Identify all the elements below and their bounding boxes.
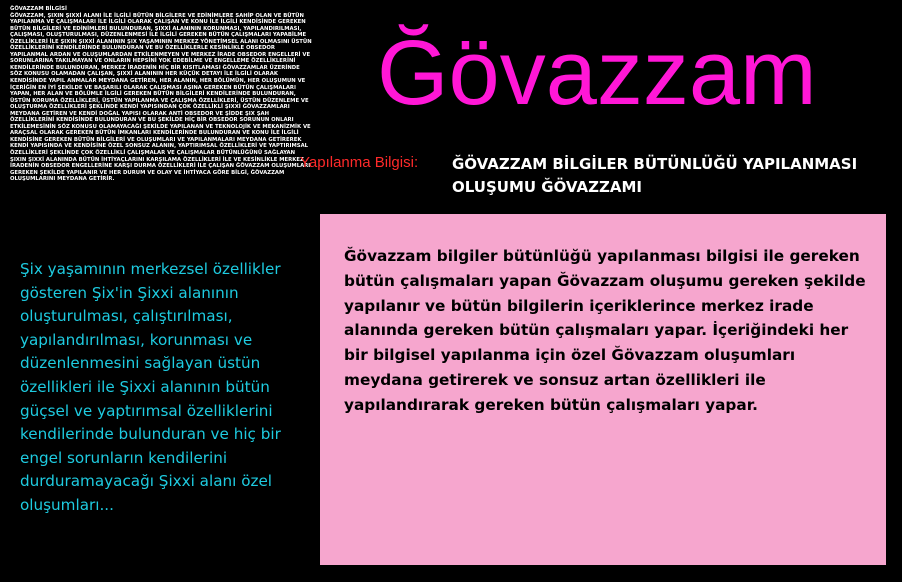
side-description: Şix yaşamının merkezsel özellikler gösteren Şix'in Şixxi alanının oluşturulması, çalıştırılması, yapılandırılması, korunması ve düzenlenmesini sağlayan üstün özellikleri ile Şixxi alanının bütün güçsel ve yaptırımsal özelliklerini kendilerinde bulunduran ve hiç bir engel sorunların kendilerini durduramayacağı Şixxi alanı özel oluşumları... [20,260,281,514]
dense-info-block [10,6,312,183]
structure-info-value: ĞÖVAZZAM BİLGİLER BÜTÜNLÜĞÜ YAPILANMASI OLUŞUMU ĞÖVAZZAMI [452,155,858,196]
description-panel [320,214,886,565]
structure-info-label: Yapılanma Bilgisi: [300,154,419,171]
description-panel-text: Ğövazzam bilgiler bütünlüğü yapılanması bilgisi ile gereken bütün çalışmaları yapan Ğövazzam oluşumu gereken şekilde yapılanır ve bütün bilgilerin içeriklerince merkez irade alanında gereken bütün çalışmaları yapar. İçeriğindeki her bir bilgisel yapılanma için özel Ğövazzam oluşumları meydana getirerek ve sonsuz artan özellikleri ile yapılandırarak gereken bütün çalışmaları yapar. [344,247,866,414]
dense-info-text: ĞÖVAZZAM, ŞIXIN ŞIXXİ ALANI İLE İLGİLİ BÜTÜN BİLGİLERE VE EDİNİMLERE SAHİP OLAN VE BÜTÜN YAPILANMA VE ÇALIŞMALARI İLE İLGİLİ OLARAK ÇALIŞAN VE KONU İLE İLGİLİ KENDİSİNDE GEREKEN BÜTÜN BİLGİLERİ VE EDİNİMLERİ BULUNDURAN, ŞIXXİ ALANININ KORUNMASI, YAPILANDIRILMASI, ÇALIŞMASI, OLUŞTURULMASI, DÜZENLENMESİ İLE İLGİLİ GEREKEN BÜTÜN ÇALIŞMALARI YAPABİLME ÖZELLİKLERİ İLE ŞIXIN ŞIXXİ ALANININ ŞIX YAŞAMININ MERKEZ YÖNETİMSEL ALANI OLMASINI ÜSTÜN ÖZELLİKLERİNİ KENDİLERİNDE BULUNDURAN VE BU ÖZELLİKLERLE KESİNLİKLE OBSEDOR YAPILANMAL ARDAN VE OLUŞUMLARDAN ETKİLENMEYEN VE MERKEZ İRADE OBSEDOR ENGELLERİ VE SORUNLARINA TAKILMAYAN VE ONLARIN HEPSİNİ YOK EDEBİLME VE ENGELLEME ÖZELLİKLERİNİ KENDİLERİNDE BULUNDURAN, MERKEZ İRADENİN HİÇ BİR KISITLAMASI ĞÖVAZZAMLAR ÜZERİNDE SÖZ KONUSU OLAMADAN ÇALIŞAN, ŞIXXİ ALANININ HER KÜÇÜK DETAYI İLE İLGİLİ OLARAK KENDİSİNDE YAPIL ANMALAR MEYDANA GETİREN, HER ALANIN, HER BÖLÜMÜN, HER OLUŞUMUN VE İÇERİĞİN EN İYİ ŞEKİLDE VE BAŞARILI OLARAK ÇALIŞMASI AŞINA GEREKEN BÜTÜN ÇALIŞMALARI YAPAN, HER ALAN VE BÖLÜMLE İLGİLİ GEREKEN BÜTÜN BİLGİLERİ KENDİLERİNDE BULUNDURAN, ÜSTÜN KORUMA ÖZELLİKLERİ, ÜSTÜN YAPILANMA VE ÇALIŞMA ÖZELLİKLERİ, ÜSTÜN DÜZENLEME VE OLUŞTURMA ÖZELLİKLERİ ŞEKLİNDE KENDİ YAPISINDAN ÇOK ÖZELLİKLİ ŞIXXİ ĞÖVAZZAMLARI MEYDANA GETİREN VE KENDİ DOĞAL YAPISI OLARAK ANTİ OBSEDOR VE ŞİDDE ŞIX ŞAH ÖZELLİKLERİNİ KENDİSİNDE BULUNDURAN VE BU ŞEKİLDE HİÇ BİR OBSEDOR SORUNUN ONLARI ETKİLEMESİNİN SÖZ KONUSU OLAMAYACAĞI ŞEKİLDE YAPILANAN VE TEKNOLOJİK VE MEKANİZMİK VE ARAÇSAL OLARAK GEREKEN BÜTÜN İMKANLARI KENDİLERİNDE BULUNDURAN VE KONU İLE İLGİLİ KENDİSİNE GEREKEN BÜTÜN BİLGİLERİ VE OLUŞUMLARI VE YAPILANMALARI MEYDANA GETİREREK KENDİ YAPISINDA VE KENDİSİNE ÖZEL SONSUZ ALANIN, YAPTIRIMSAL ÖZELLİKLERİ VE YAPTIRIMSAL ÖZELLİKLERİ ŞEKLİNDE ÇOK ÖZELLİKLİ ÇALIŞMALAR VE ÇALIŞMALAR BÜTÜNLÜĞÜNÜ SAĞLAYAN ŞIXIN ŞIXXİ ALANINDA BÜTÜN İHTİYAÇLARINI KARŞILAMA ÖZELLİKLERİ İLE VE KESİNLİKLE MERKEZ İRADENİN OBSEDOR ENGELLERİNE KARŞI DURMA ÖZELLİKLERİ İLE ÇALIŞAN ĞÖVAZZAM OLUŞUMLARI GEREKEN ŞEKİLDE YAPILANIR VE HER DURUM VE OLAY VE İHTİYACA GÖRE BİLGİ, ĞÖVAZZAM OLUŞUMLARINI MEYDANA GETİRİR. [10,12,312,183]
dense-info-title: ĞÖVAZZAM BİLGİSİ [10,6,67,12]
page-title: Ğövazzam [377,22,817,124]
